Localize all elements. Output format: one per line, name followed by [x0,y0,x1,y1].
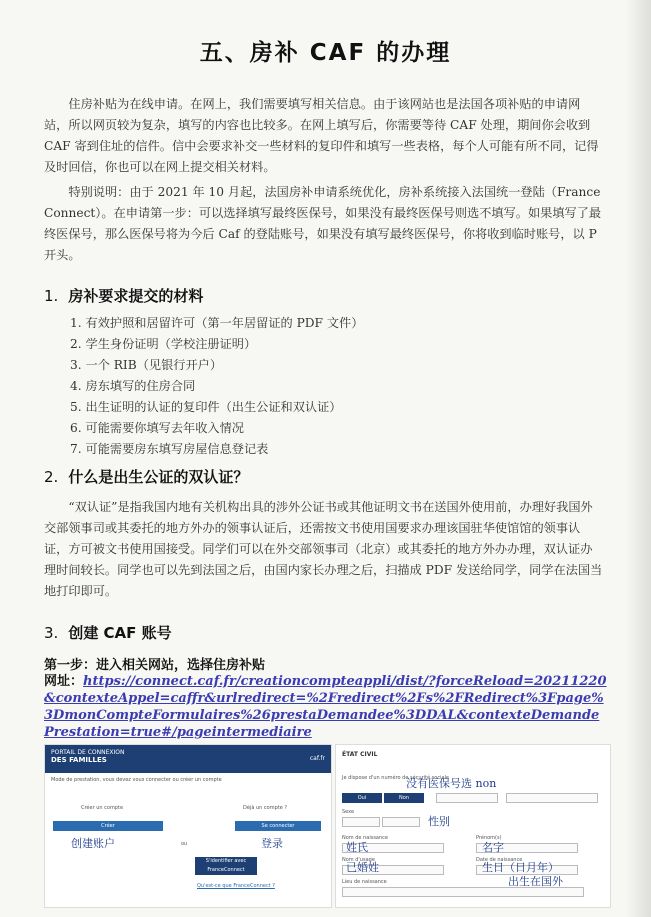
section-heading-materials [44,285,203,306]
portal-header-line2: DES FAMILLES [51,756,107,764]
section-heading-double-authentication [44,466,248,487]
list-item: 7. 可能需要房东填写房屋信息登记表 [70,442,269,456]
form-header: ÉTAT CIVIL [342,751,378,758]
list-item: 4. 房东填写的住房合同 [70,379,196,393]
list-item: 6. 可能需要你填写去年收入情况 [70,421,244,435]
franceconnect-button[interactable]: S'identifier avec FranceConnect [195,857,257,875]
sexe-option-male[interactable] [382,817,420,827]
double-authentication-paragraph: “双认证”是指我国内地有关机构出具的涉外公证书或其他证明文书在送国外使用前，办理好我国外交部领事司或其委托的地方外办的领事认证后，还需按文书使用国要求办理该国驻华使馆馆的领事认证，方可被文书使用国接受。同学们可以在外交部领事司（北京）或其委托的地方外办办理，双认证办理时间较长。同学也可以先到法国之后，由国内家长办理之后，扫描成 PDF 发送给同学，同学在法国当地打印即可。 [44,500,603,598]
list-item: 1. 有效护照和居留许可（第一年居留证的 PDF 文件） [70,316,364,330]
nir-key-input[interactable] [506,793,598,803]
annotation-lieu: 出生在国外 [508,875,563,888]
section-title: 创建 CAF 账号 [68,624,172,642]
usage-label: Nom d'usage [342,857,375,863]
caf-url-link[interactable]: https://connect.caf.fr/creationcompteappli/dist/?forceReload=20211220&contexteAppel=caffr&urlredirect=%2Fredirect%2Fs%2FRedirect%3Fpage%3DmonCompteFormulaires%26prestaDemandee%3DDAL&contexteDemandePrestation=true#/pageintermediaire [44,674,607,740]
or-separator: ou [181,841,188,847]
portal-header [45,745,331,773]
list-item: 3. 一个 RIB（见银行开户） [70,358,223,372]
intro-paragraph: 住房补贴为在线申请。在网上，我们需要填写相关信息。由于该网站也是法国各项补贴的申请网站，所以网页较为复杂，填写的内容也比较多。在网上填写后，你需要等待 CAF 处理，期间你会收到 CAF 寄到住址的信件。信中会要求补交一些材料的复印件和填写一些表格，每个人可能有所不同，记得及时回信，你也可以在网上提交相关材料。 [44,97,599,174]
annotation-login: 登录 [261,837,283,850]
section-heading-create-account [44,622,172,643]
etat-civil-form-screenshot [335,744,611,908]
oui-toggle[interactable]: Oui [342,793,382,803]
page-edge-shadow [625,0,651,917]
page-title: 五、房补 CAF 的办理 [199,40,452,66]
url-block [44,673,609,741]
portal-intro: Mode de prestation, vous devez vous connecter ou créer un compte [51,777,222,783]
sexe-label: Sexe [342,809,355,815]
nir-input[interactable] [436,793,498,803]
dob-label: Date de naissance [476,857,523,863]
section-title: 什么是出生公证的双认证？ [68,468,249,486]
step-one-label: 第一步：进入相关网站，选择住房补贴 [44,658,266,673]
annotation-create-account: 创建账户 [71,837,115,850]
list-item: 5. 出生证明的认证的复印件（出生公证和双认证） [70,400,342,414]
caf-login-screenshot [44,744,332,908]
nir-question: Je dispose d'un numéro de sécurité sociale [342,775,450,781]
annotation-sexe: 性别 [428,815,450,828]
special-note-paragraph: 特别说明：由于 2021 年 10 月起，法国房补申请系统优化，房补系统接入法国统一登陆（France Connect）。在申请第一步：可以选择填写最终医保号，如果没有最终医保号则选不填写。如果填写了最终医保号，那么医保号将为今后 Caf 的登陆账号，如果没有填写最终医保号，你将收到临时账号，以 P 开头。 [44,185,602,262]
url-label: 网址： [44,674,84,689]
caf-logo: caf.fr [309,755,325,762]
list-item: 2. 学生身份证明（学校注册证明） [70,337,257,351]
section-number: 1. [44,287,59,305]
franceconnect-help-link[interactable]: Qu'est-ce que FranceConnect ? [197,883,275,889]
create-account-label: Créer un compte [81,805,124,811]
prenom-label: Prénom(s) [476,835,502,841]
login-button[interactable]: Se connecter [235,821,321,831]
annotation-nir: 没有医保号选 non [406,777,497,790]
nom-label: Nom de naissance [342,835,388,841]
materials-list [70,313,363,460]
create-account-button[interactable]: Créer [53,821,163,831]
annotation-nom: 姓氏 [346,841,368,854]
annotation-prenom: 名字 [482,841,504,854]
sexe-option-female[interactable] [342,817,380,827]
annotation-dob: 生日（日月年） [482,861,559,874]
portal-header-line1: PORTAIL DE CONNEXION [51,749,125,756]
non-toggle[interactable]: Non [384,793,424,803]
login-label: Déjà un compte ? [243,805,288,811]
lieu-label: Lieu de naissance [342,879,387,885]
annotation-usage: 已婚姓 [346,861,379,874]
section-number: 2. [44,468,59,486]
section-title: 房补要求提交的材料 [68,287,204,305]
section-number: 3. [44,624,59,642]
